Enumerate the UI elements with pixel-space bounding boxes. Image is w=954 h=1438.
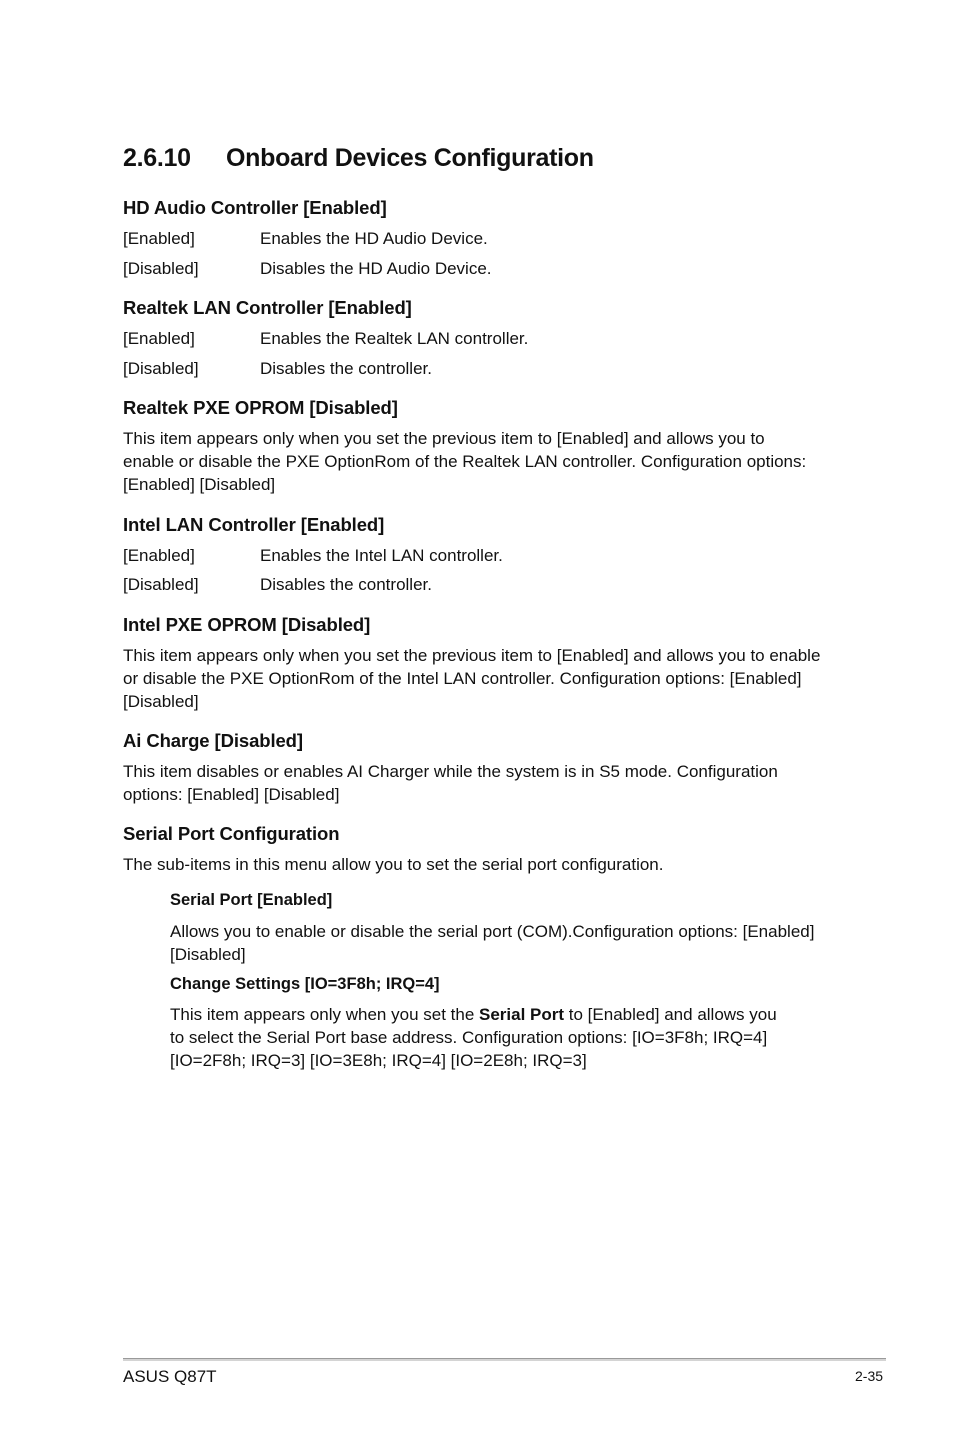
intel-pxe-description [123, 644, 820, 713]
change-settings-description [170, 1003, 777, 1072]
intel-lan-option-disabled [123, 575, 835, 597]
paragraph-line: or disable the PXE OptionRom of the Intel LAN controller. Configuration options: [Enabled] [123, 669, 802, 688]
paragraph-line: [Enabled] [Disabled] [123, 475, 276, 494]
paragraph-line: Allows you to enable or disable the serial port (COM).Configuration options: [Enabled] [170, 922, 815, 941]
option-key: [Disabled] [123, 359, 199, 378]
option-key: [Disabled] [123, 259, 199, 278]
paragraph-line: options: [Enabled] [Disabled] [123, 785, 340, 804]
realtek-lan-heading: Realtek LAN Controller [Enabled] [123, 297, 412, 318]
option-key: [Enabled] [123, 329, 195, 348]
hd-audio-heading: HD Audio Controller [Enabled] [123, 197, 387, 218]
intel-lan-option-enabled [123, 546, 835, 568]
paragraph-line: [IO=2F8h; IRQ=3] [IO=3E8h; IRQ=4] [IO=2E8h; IRQ=3] [170, 1051, 587, 1070]
option-desc: Disables the HD Audio Device. [260, 259, 492, 278]
option-key: [Enabled] [123, 546, 195, 565]
paragraph-line: [Disabled] [123, 692, 199, 711]
intel-lan-heading: Intel LAN Controller [Enabled] [123, 514, 385, 535]
footer-divider [123, 1358, 886, 1361]
ai-charge-heading: Ai Charge [Disabled] [123, 730, 303, 751]
paragraph-line: This item appears only when you set the previous item to [Enabled] and allows you to enable [123, 646, 821, 665]
paragraph-line: This item appears only when you set the previous item to [Enabled] and allows you to [123, 429, 765, 448]
section-title [123, 144, 594, 173]
ai-charge-description [123, 760, 778, 806]
intel-pxe-heading: Intel PXE OPROM [Disabled] [123, 614, 371, 635]
realtek-lan-option-enabled [123, 329, 835, 351]
emphasis-serial-port: Serial Port [479, 1005, 565, 1024]
realtek-pxe-description [123, 427, 806, 496]
paragraph-line: [Disabled] [170, 945, 246, 964]
paragraph-line: The sub-items in this menu allow you to set the serial port configuration. [123, 855, 664, 874]
text-run: This item appears only when you set the [170, 1005, 479, 1024]
paragraph-line: This item disables or enables AI Charger while the system is in S5 mode. Configuration [123, 762, 778, 781]
option-desc: Disables the controller. [260, 575, 432, 594]
option-key: [Enabled] [123, 229, 195, 248]
option-key: [Disabled] [123, 575, 199, 594]
text-run: to [Enabled] and allows you [564, 1005, 777, 1024]
realtek-pxe-heading: Realtek PXE OPROM [Disabled] [123, 397, 398, 418]
footer-product-name: ASUS Q87T [123, 1367, 217, 1386]
paragraph-line: enable or disable the PXE OptionRom of the Realtek LAN controller. Configuration options: [123, 452, 807, 471]
section-title-text: Onboard Devices Configuration [226, 144, 594, 172]
serial-port-heading: Serial Port [Enabled] [170, 891, 333, 909]
serial-port-description [170, 920, 814, 966]
option-desc: Disables the controller. [260, 359, 432, 378]
option-desc: Enables the HD Audio Device. [260, 229, 488, 248]
section-number: 2.6.10 [123, 144, 191, 172]
realtek-lan-option-disabled [123, 359, 835, 381]
paragraph-line [170, 1003, 777, 1026]
paragraph-line: to select the Serial Port base address. Configuration options: [IO=3F8h; IRQ=4] [170, 1028, 768, 1047]
serial-config-heading: Serial Port Configuration [123, 823, 340, 844]
serial-config-description [123, 853, 664, 876]
hd-audio-option-enabled [123, 229, 835, 251]
hd-audio-option-disabled [123, 259, 835, 281]
change-settings-heading: Change Settings [IO=3F8h; IRQ=4] [170, 975, 440, 993]
option-desc: Enables the Realtek LAN controller. [260, 329, 529, 348]
option-desc: Enables the Intel LAN controller. [260, 546, 503, 565]
footer-page-number: 2-35 [855, 1368, 884, 1384]
